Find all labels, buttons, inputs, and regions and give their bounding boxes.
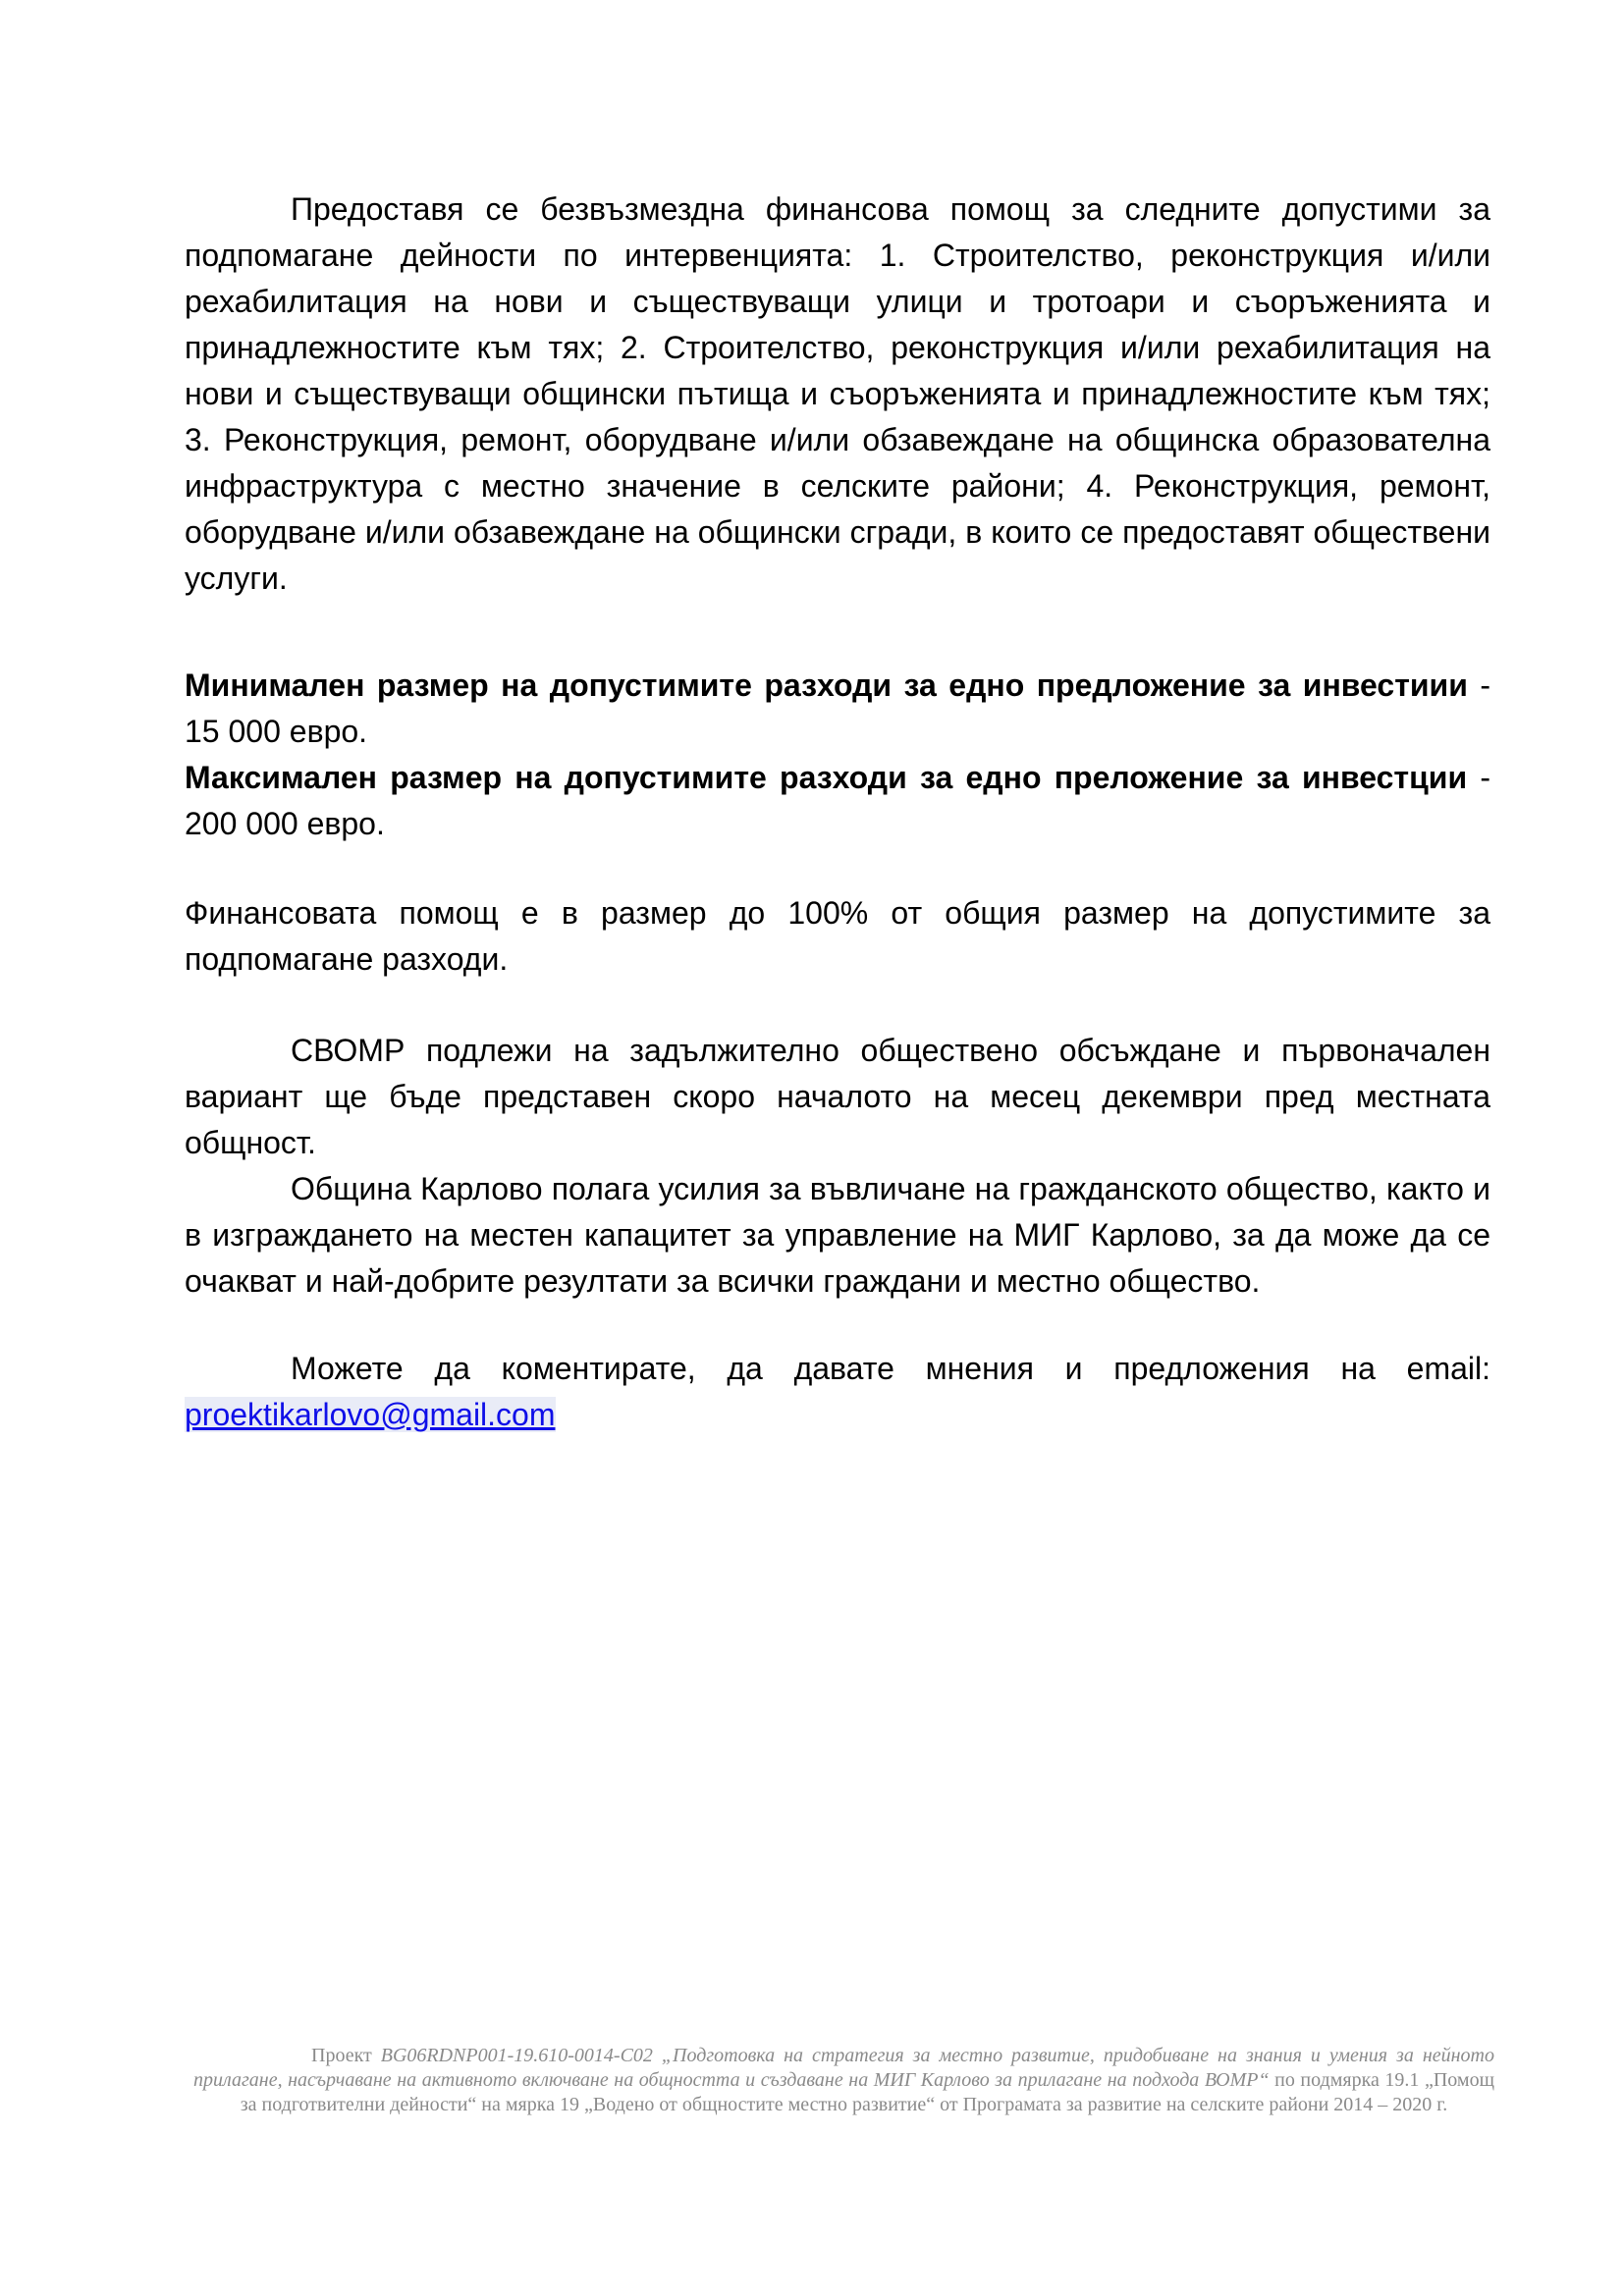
footer-project-note xyxy=(193,2044,1494,2117)
paragraph-min-investment xyxy=(185,663,1490,755)
max-investment-label: Максимален размер на допустимите разходи за едно преложение за инвестции xyxy=(185,760,1468,795)
paragraph-max-investment xyxy=(185,755,1490,847)
paragraph-financial-aid: Финансовата помощ е в размер до 100% от общия размер на допустимите за подпомагане разходи. xyxy=(185,895,1490,977)
min-investment-label: Минимален размер на допустимите разходи за едно предложение за инвестиии xyxy=(185,667,1468,703)
max-investment-value: - 200 000 евро. xyxy=(185,760,1491,841)
paragraph-contact xyxy=(185,1346,1490,1438)
contact-lead-text: Можете да коментирате, да давате мнения и предложения на email: xyxy=(291,1351,1490,1386)
footer-project-title: BG06RDNP001-19.610-0014-C02 „Подготовка на стратегия за местно развитие, придобиване на знания и умения за нейното прилагане, насърчаване на активното включване на общността и създаване на МИГ Карлово за прилагане на подхода ВОМР“ xyxy=(193,2045,1494,2091)
paragraph-eligible-activities: Предоставя се безвъзмездна финансова помощ за следните допустими за подпомагане дейности по интервенцията: 1. Строителство, реконструкция и/или рехабилитация на нови и съществуващи улици и тротоари и съоръженията и принадлежностите към тях; 2. Строителство, реконструкция и/или рехабилитация на нови и съществуващи общински пътища и съоръженията и принадлежностите към тях; 3. Реконструкция, ремонт, оборудване и/или обзавеждане на общинска образователна инфраструктура с местно значение в селските райони; 4. Реконструкция, ремонт, оборудване и/или обзавеждане на общински сгради, в които се предоставят обществени услуги. xyxy=(185,191,1490,596)
paragraph-svomr-discussion: СВОМР подлежи на задължително обществено обсъждане и първоначален вариант ще бъде представен скоро началото на месец декември пред местната общност. xyxy=(185,1033,1490,1160)
paragraph-municipality-efforts: Община Карлово полага усилия за въвличане на гражданското общество, както и в изграждането на местен капацитет за управление на МИГ Карлово, за да може да се очакват и най-добрите резултати за всички граждани и местно общество. xyxy=(185,1171,1490,1299)
footer-programme-text: по подмярка 19.1 „Помощ за подготвителни дейности“ на мярка 19 „Водено от общностите местно развитие“ от Програмата за развитие на селските райони 2014 – 2020 г. xyxy=(240,2069,1494,2115)
min-investment-value: - 15 000 евро. xyxy=(185,667,1490,749)
footer-lead-text: Проект xyxy=(311,2045,381,2066)
document-body xyxy=(185,187,1490,1438)
email-link[interactable]: proektikarlovo@gmail.com xyxy=(185,1397,556,1432)
